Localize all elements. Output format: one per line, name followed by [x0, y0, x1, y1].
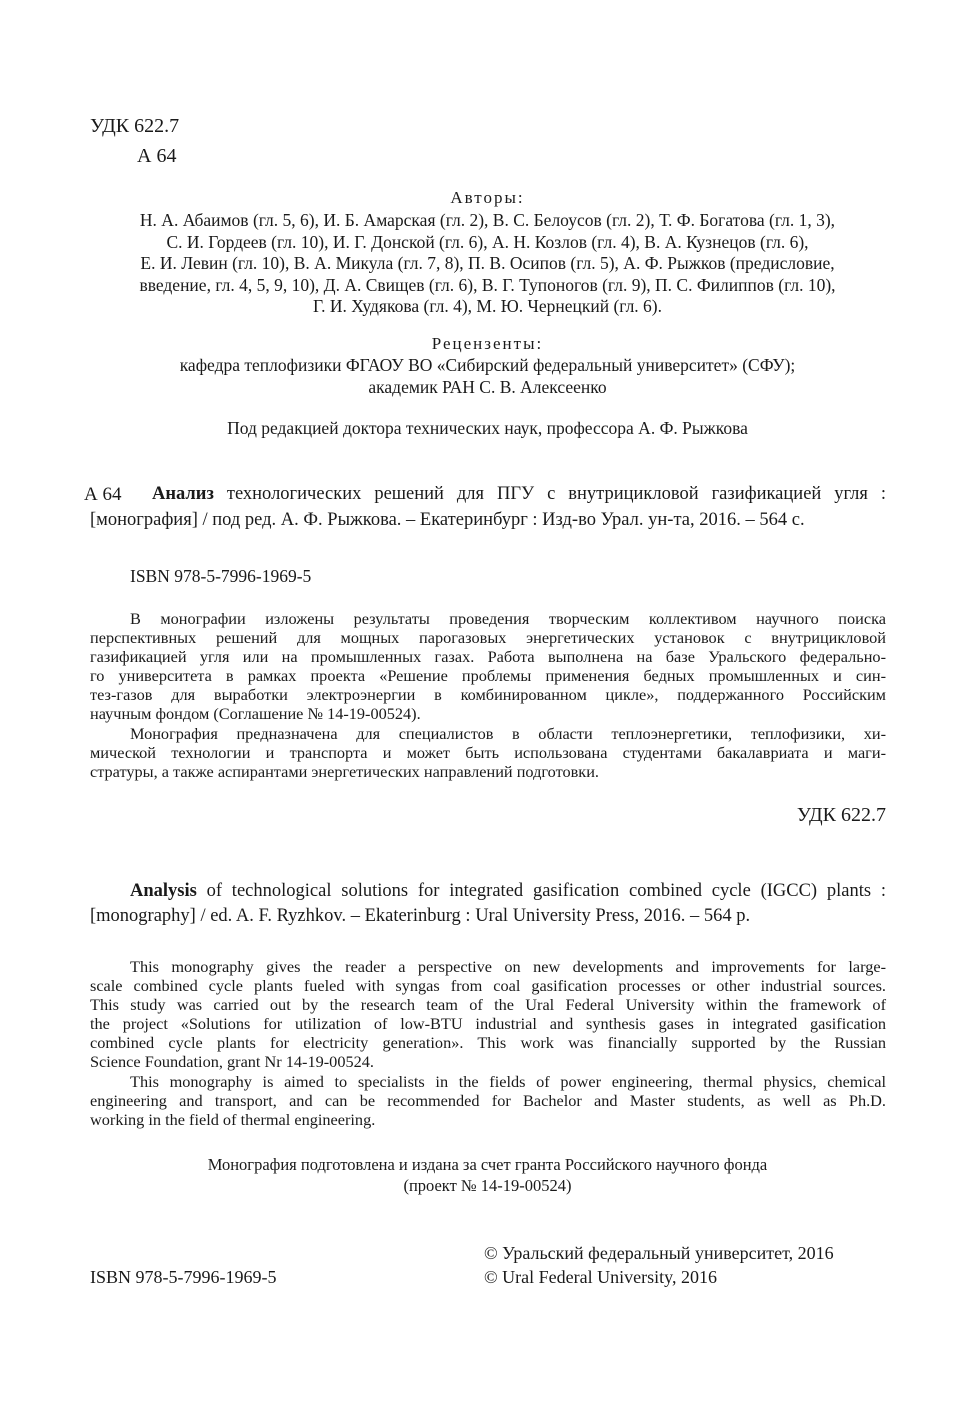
- grant-line: (проект № 14-19-00524): [403, 1175, 572, 1195]
- catalog-ru-rest: технологических решений для ПГУ с внутрицикловой газификацией угля :: [213, 484, 886, 504]
- editor-line: Под редакцией доктора технических наук, профессора А. Ф. Рыжкова: [227, 418, 748, 438]
- authors-line: Г. И. Худякова (гл. 4), М. Ю. Чернецкий (гл. 6).: [312, 296, 663, 316]
- reviewers-heading: Рецензенты:: [431, 334, 544, 353]
- catalog-en-line-2: [monography] / ed. A. F. Ryzhkov. – Ekaterinburg : Ural University Press, 2016. – 564 p.: [90, 906, 751, 926]
- catalog-code: А 64: [84, 484, 122, 505]
- abstract-line: научным фондом (Соглашение № 14-19-00524).: [90, 704, 421, 724]
- abstract-line: the project «Solutions for utilization of low-BTU industrial and synthesis gases in integrated gasification: [90, 1014, 886, 1034]
- abstract-line: го университета в рамках проекта «Решение проблемы применения бедных промышленных и син-: [90, 666, 886, 686]
- abstract-line: В монографии изложены результаты проведения творческим коллективом научного поиска: [130, 609, 886, 628]
- authors-line: С. И. Гордеев (гл. 10), И. Г. Донской (гл. 6), А. Н. Козлов (гл. 4), В. А. Кузнецов (гл. 6),: [166, 231, 809, 252]
- copyright-en: © Ural Federal University, 2016: [484, 1267, 717, 1287]
- catalog-ru-line-1: [152, 484, 886, 505]
- isbn-ru: ISBN 978-5-7996-1969-5: [130, 566, 312, 586]
- catalog-en-rest: of technological solutions for integrated gasification combined cycle (IGCC) plants :: [196, 881, 886, 901]
- isbn-bottom: ISBN 978-5-7996-1969-5: [90, 1267, 277, 1287]
- grant-line: Монография подготовлена и издана за счет гранта Российского научного фонда: [207, 1155, 768, 1174]
- catalog-ru-line-2: [монография] / под ред. А. Ф. Рыжкова. – Екатеринбург : Изд-во Урал. ун-та, 2016. – 564 с.: [90, 510, 805, 530]
- abstract-line: стратуры, а также аспирантами энергетических направлений подготовки.: [90, 761, 600, 781]
- abstract-line: This monography gives the reader a perspective on new developments and improvements for large-: [130, 957, 886, 976]
- abstract-line: мической технологии и транспорта и может быть использована студентами бакалавриата и маги-: [90, 742, 886, 762]
- reviewers-list: [80, 355, 895, 398]
- abstract-ru: [90, 609, 886, 781]
- authors-line: введение, гл. 4, 5, 9, 10), Д. А. Свищев (гл. 6), В. Г. Тупоногов (гл. 9), П. С. Филиппов (гл. 10),: [139, 274, 836, 295]
- grant-note: [80, 1155, 895, 1196]
- reviewer-line: кафедра теплофизики ФГАОУ ВО «Сибирский федеральный университет» (СФУ);: [179, 355, 796, 375]
- udk-code-top: УДК 622.7: [90, 115, 180, 137]
- abstract-line: газификацией угля или на промышленных газах. Работа выполнена на базе Уральского федерально-: [90, 647, 886, 667]
- authors-heading: Авторы:: [450, 188, 525, 207]
- abstract-line: This monography is aimed to specialists in the fields of power engineering, thermal physics, chemical: [130, 1071, 886, 1091]
- authors-line: Н. А. Абаимов (гл. 5, 6), И. Б. Амарская (гл. 2), В. С. Белоусов (гл. 2), Т. Ф. Богатова (гл. 1, 3),: [139, 210, 836, 230]
- abstract-line: scale combined cycle plants fueled with syngas from coal gasification processes or other industrial sources.: [90, 976, 886, 996]
- udk-code-right: УДК 622.7: [796, 804, 886, 826]
- abstract-line: перспективных решений для мощных парогазовых энергетических установок с внутрицикловой: [90, 628, 886, 648]
- catalog-en-line-1: [130, 881, 886, 902]
- abstract-line: engineering and transport, and can be recommended for Bachelor and Master students, as well as Ph.D.: [90, 1090, 886, 1110]
- abstract-line: This study was carried out by the research team of the Ural Federal University within the framework of: [90, 995, 886, 1015]
- abstract-line: Монография предназначена для специалистов в области теплоэнергетики, теплофизики, хи-: [130, 723, 886, 743]
- abstract-line: combined cycle plants for electricity generation». This work was financially supported by the Russian: [90, 1033, 886, 1053]
- abstract-line: working in the field of thermal engineering.: [90, 1109, 376, 1129]
- abstract-line: Science Foundation, grant Nr 14-19-00524.: [90, 1052, 374, 1072]
- abstract-en: [90, 957, 886, 1129]
- catalog-en-title: Analysis: [130, 881, 197, 901]
- abstract-line: тез-газов для выработки электроэнергии в комбинированном цикле», поддержанного Российским: [90, 685, 886, 705]
- authors-line: Е. И. Левин (гл. 10), В. А. Микула (гл. 7, 8), П. В. Осипов (гл. 5), А. Ф. Рыжков (предисловие,: [140, 253, 835, 273]
- reviewer-line: академик РАН С. В. Алексеенко: [368, 376, 607, 397]
- catalog-ru-title: Анализ: [152, 484, 214, 504]
- author-mark-top: А 64: [137, 145, 177, 167]
- copyright-ru: © Уральский федеральный университет, 2016: [484, 1243, 834, 1263]
- authors-list: [80, 210, 895, 318]
